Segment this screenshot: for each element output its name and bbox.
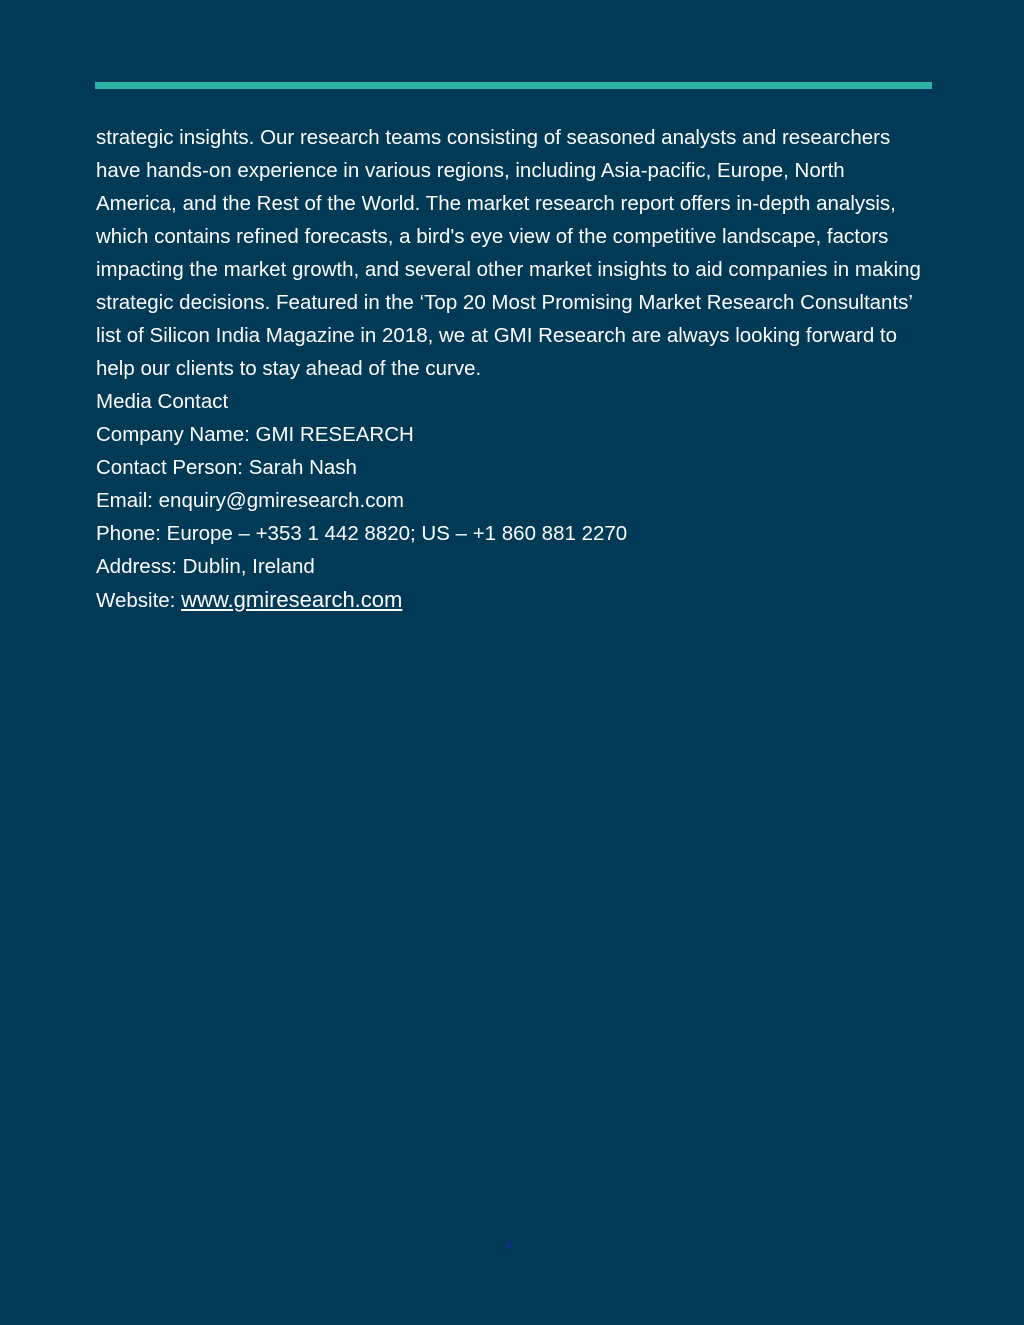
address-value: Dublin, Ireland <box>182 555 315 578</box>
media-contact-heading: Media Contact <box>96 390 229 413</box>
phone-line <box>96 517 926 550</box>
website-label: Website: <box>96 589 182 612</box>
company-name-line <box>96 418 926 451</box>
contact-person-label: Contact Person: <box>96 456 249 479</box>
email-value: enquiry@gmiresearch.com <box>158 489 404 512</box>
address-label: Address: <box>96 555 183 578</box>
document-body <box>96 121 926 617</box>
phone-value: Europe – +353 1 442 8820; US – +1 860 881 2270 <box>166 522 628 545</box>
email-line <box>96 484 926 517</box>
page-number: 4 <box>505 1238 513 1253</box>
contact-person-value: Sarah Nash <box>248 456 357 479</box>
contact-person-line <box>96 451 926 484</box>
email-label: Email: <box>96 489 159 512</box>
top-accent-rule <box>95 82 932 89</box>
company-name-value: GMI RESEARCH <box>255 423 414 446</box>
company-name-label: Company Name: <box>96 423 256 446</box>
phone-label: Phone: <box>96 522 167 545</box>
address-line <box>96 550 926 583</box>
website-link[interactable]: www.gmiresearch.com <box>181 587 403 612</box>
body-paragraph: strategic insights. Our research teams consisting of seasoned analysts and researchers have hands-on experience in various regions, including Asia-pacific, Europe, North America, and the Rest of the World. The market research report offers in-depth analysis, which contains refined forecasts, a bird's eye view of the competitive landscape, factors impacting the market growth, and several other market insights to aid companies in making strategic decisions. Featured in the ‘Top 20 Most Promising Market Research Consultants’ list of Silicon India Magazine in 2018, we at GMI Research are always looking forward to help our clients to stay ahead of the curve. <box>96 126 921 380</box>
website-line <box>96 583 926 617</box>
